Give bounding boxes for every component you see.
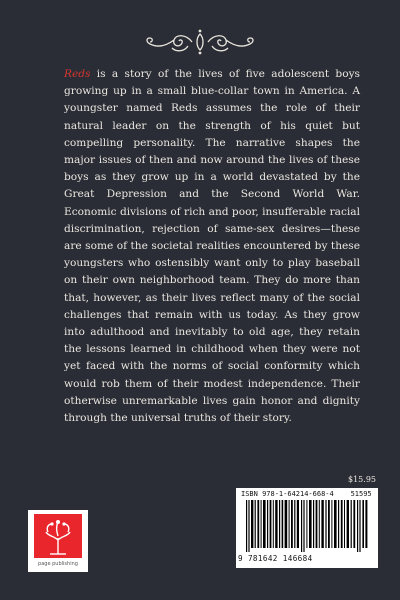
back-cover-blurb — [64, 66, 360, 427]
blurb-text: is a story of the lives of five adolescent boys growing up in a small blue-collar town in America. A youngster named Reds assumes the role of their natural leader on the strength of his quiet but compelling personality. The narrative shapes the major issues of then and now around the lives of these boys as they grow up in a world devastated by the Great Depression and the Second World War. Economic divisions of rich and poor, insufferable racial discrimination, rejection of same-sex desires—these are some of the societal realities encountered by these youngsters who ostensibly want only to play baseball on their own neighborhood team. They do more than that, however, as their lives reflect many of the social challenges that remain with us today. As they grow into adulthood and inevitably to old age, they retain the lessons learned in childhood when they were not yet faced with the norms of social conformity which would rob them of their modest independence. Their otherwise unremarkable lives gain honor and dignity through the universal truths of their story. — [64, 68, 360, 425]
publisher-logo — [28, 510, 88, 572]
book-title: Reds — [64, 68, 91, 80]
isbn-line: ISBN 978-1-64214-668-4 51595 — [241, 490, 372, 498]
barcode-bars — [244, 500, 370, 552]
publisher-name: page publishing — [38, 561, 78, 567]
isbn-barcode — [236, 488, 378, 568]
price-code: 51595 — [350, 490, 372, 498]
flourish-ornament-icon — [140, 28, 260, 56]
barcode-digits: 9 781642 146684 — [238, 554, 313, 563]
price-label: $15.95 — [348, 475, 376, 484]
publisher-tree-logo-icon — [34, 514, 82, 558]
